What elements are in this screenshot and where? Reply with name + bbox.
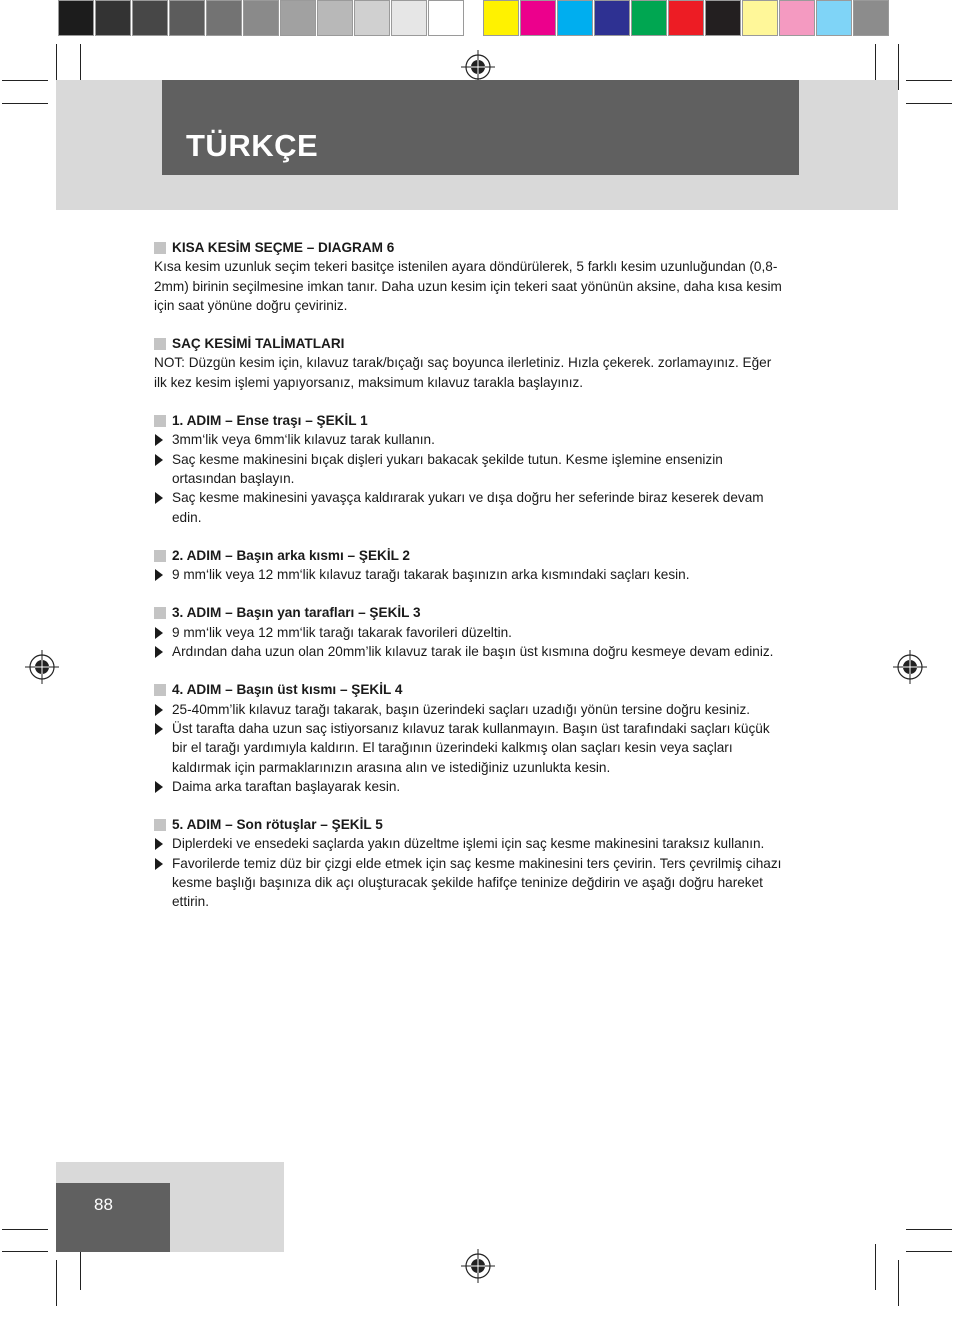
gray-swatch <box>428 0 464 36</box>
section-heading-text: KISA KESİM SEÇME – DIAGRAM 6 <box>172 240 395 255</box>
color-swatch <box>668 0 704 36</box>
triangle-bullet-icon <box>155 569 163 581</box>
list-item <box>154 834 784 853</box>
crop-mark <box>56 1260 57 1306</box>
gray-swatch <box>317 0 353 36</box>
color-calibration-bar <box>483 0 890 38</box>
list-item <box>154 719 784 777</box>
section <box>154 680 784 796</box>
bullet-list <box>154 565 784 584</box>
section <box>154 238 784 315</box>
list-item <box>154 854 784 912</box>
heading-square-icon <box>154 607 166 619</box>
crop-mark <box>898 1260 899 1306</box>
list-item <box>154 430 784 449</box>
triangle-bullet-icon <box>155 492 163 504</box>
color-swatch <box>779 0 815 36</box>
heading-square-icon <box>154 819 166 831</box>
gray-swatch <box>169 0 205 36</box>
gray-swatch <box>243 0 279 36</box>
triangle-bullet-icon <box>155 646 163 658</box>
section-heading <box>154 546 784 565</box>
gray-swatch <box>391 0 427 36</box>
gray-swatch <box>58 0 94 36</box>
section <box>154 815 784 911</box>
section <box>154 546 784 585</box>
crop-mark <box>2 103 48 104</box>
section-heading-text: 4. ADIM – Başın üst kısmı – ŞEKİL 4 <box>172 682 403 698</box>
section <box>154 334 784 392</box>
list-item-text: Favorilerde temiz düz bir çizgi elde etmek için saç kesme makinesini ters çevirin. Ters çevrilmiş cihazı kesme başlığı başınıza dik açı oluşturacak şekilde hafifçe teninize değdirin ve aşağı doğru hareket ettirin. <box>172 855 782 910</box>
list-item-text: Saç kesme makinesini bıçak dişleri yukarı bakacak şekilde tutun. Kesme işlemine ensenizin ortasından başlayın. <box>172 451 723 486</box>
section-heading-text: 2. ADIM – Başın arka kısmı – ŞEKİL 2 <box>172 547 410 563</box>
crop-mark <box>875 1244 876 1290</box>
triangle-bullet-icon <box>155 434 163 446</box>
page-number-box <box>56 1183 170 1252</box>
list-item-text: Saç kesme makinesini yavaşça kaldırarak yukarı ve dışa doğru her seferinde biraz keserek devam edin. <box>172 490 764 525</box>
gray-swatch <box>132 0 168 36</box>
list-item-text: Üst tarafta daha uzun saç istiyorsanız kılavuz tarak kullanmayın. Başın üst tarafındaki saçları küçük bir el tarağı yardımıyla kaldırın. El tarağının üzerindeki kalkmış olan saçları kesin veya saçları kaldırmak için parmaklarınızın arasına alın ve istediğiniz uzunlukta kesin. <box>172 720 770 775</box>
crop-mark <box>2 80 48 81</box>
crop-mark <box>906 1251 952 1252</box>
triangle-bullet-icon <box>155 858 163 870</box>
section-heading <box>154 680 784 699</box>
bullet-list <box>154 623 784 662</box>
section <box>154 603 784 661</box>
section <box>154 411 784 527</box>
crop-mark <box>898 44 899 90</box>
section-heading <box>154 238 784 257</box>
crop-mark <box>2 1229 48 1230</box>
color-swatch <box>594 0 630 36</box>
color-swatch <box>853 0 889 36</box>
triangle-bullet-icon <box>155 781 163 793</box>
list-item-text: Ardından daha uzun olan 20mm’lik kılavuz tarak ile başın üst kısmına doğru kesmeye devam ediniz. <box>172 644 774 660</box>
section-paragraph: Kısa kesim uzunluk seçim tekeri basitçe istenilen ayara döndürülerek, 5 farklı kesim uzunluğundan (0,8-2mm) birinin seçilmesine imkan tanır. Daha uzun kesim için tekeri saat yönünün aksine, daha kısa kesim için saat yönüne doğru çeviriniz. <box>154 259 782 313</box>
triangle-bullet-icon <box>155 704 163 716</box>
heading-square-icon <box>154 338 166 350</box>
triangle-bullet-icon <box>155 723 163 735</box>
triangle-bullet-icon <box>155 838 163 850</box>
color-swatch <box>742 0 778 36</box>
crop-mark <box>906 103 952 104</box>
triangle-bullet-icon <box>155 627 163 639</box>
registration-mark-icon <box>461 50 495 84</box>
color-swatch <box>631 0 667 36</box>
list-item-text: 3mm‘lik veya 6mm‘lik kılavuz tarak kullanın. <box>172 432 435 448</box>
color-swatch <box>816 0 852 36</box>
gray-swatch <box>206 0 242 36</box>
bullet-list <box>154 700 784 796</box>
section-heading <box>154 334 784 353</box>
crop-mark <box>2 1251 48 1252</box>
list-item-text: Daima arka taraftan başlayarak kesin. <box>172 778 401 794</box>
crop-mark <box>906 1229 952 1230</box>
bullet-list <box>154 834 784 911</box>
color-swatch <box>705 0 741 36</box>
page-number: 88 <box>94 1195 113 1214</box>
registration-mark-icon <box>25 650 59 684</box>
section-heading-text: 3. ADIM – Başın yan tarafları – ŞEKİL 3 <box>172 605 421 621</box>
section-heading-text: 1. ADIM – Ense traşı – ŞEKİL 1 <box>172 413 368 429</box>
heading-square-icon <box>154 684 166 696</box>
gray-swatch <box>95 0 131 36</box>
section-heading-text: 5. ADIM – Son rötuşlar – ŞEKİL 5 <box>172 817 383 833</box>
list-item <box>154 565 784 584</box>
triangle-bullet-icon <box>155 454 163 466</box>
page-title: TÜRKÇE <box>186 128 319 163</box>
list-item-text: Diplerdeki ve ensedeki saçlarda yakın düzeltme işlemi için saç kesme makinesini taraksız kullanın. <box>172 836 765 852</box>
list-item-text: 25-40mm’lik kılavuz tarağı takarak, başın üzerindeki saçları uzadığı yönün tersine doğru kesiniz. <box>172 701 751 717</box>
section-heading <box>154 411 784 430</box>
list-item <box>154 623 784 642</box>
color-swatch <box>557 0 593 36</box>
heading-square-icon <box>154 415 166 427</box>
gray-swatch <box>280 0 316 36</box>
list-item <box>154 450 784 489</box>
color-swatch <box>520 0 556 36</box>
list-item <box>154 488 784 527</box>
list-item-text: 9 mm‘lik veya 12 mm‘lik tarağı takarak favorileri düzeltin. <box>172 624 512 640</box>
crop-mark <box>906 80 952 81</box>
registration-mark-icon <box>893 650 927 684</box>
color-swatch <box>483 0 519 36</box>
section-paragraph: NOT: Düzgün kesim için, kılavuz tarak/bıçağı saç boyunca ilerletiniz. Hızla çekerek. zorlamayınız. Eğer ilk kez kesim işlemi yapıyorsanız, maksimum kılavuz tarakla başlayınız. <box>154 355 772 390</box>
list-item <box>154 642 784 661</box>
bullet-list <box>154 430 784 526</box>
gray-swatch <box>354 0 390 36</box>
heading-square-icon <box>154 242 166 254</box>
section-heading-text: SAÇ KESİMİ TALİMATLARI <box>172 336 345 352</box>
list-item <box>154 700 784 719</box>
section-heading <box>154 815 784 834</box>
heading-square-icon <box>154 550 166 562</box>
section-heading <box>154 603 784 622</box>
list-item <box>154 777 784 796</box>
gray-calibration-bar <box>58 0 465 38</box>
list-item-text: 9 mm‘lik veya 12 mm‘lik kılavuz tarağı takarak başınızın arka kısmındaki saçları kesin. <box>172 567 690 583</box>
instructions-content <box>154 238 784 931</box>
registration-mark-icon <box>461 1249 495 1283</box>
